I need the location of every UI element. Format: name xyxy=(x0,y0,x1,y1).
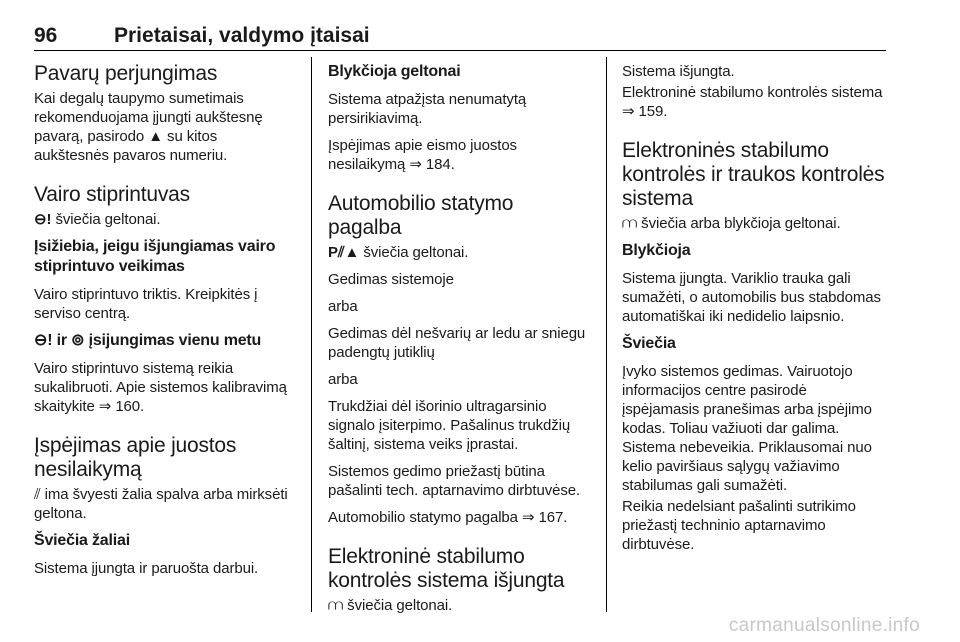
steering-warning-icon: ⊖! xyxy=(34,332,53,349)
traction-icon: ⩋ xyxy=(622,215,638,232)
steering-text2: Vairo stiprintuvo sistemą reikia sukalibruoti. Apie sistemos kalibravimą skaitykite ⇒ 160. xyxy=(34,360,287,415)
gear-text: Kai degalų taupymo sumetimais rekomenduojama įjungti aukštesnę pavarą, pasirodo ▲ su kitos aukštesnės pavaros numeriu. xyxy=(34,90,263,164)
header-rule xyxy=(34,50,886,51)
watermark: carmanualsonline.info xyxy=(728,615,920,636)
steering-sub1: Įsižiebia, jeigu išjungiamas vairo stiprintuvo veikimas xyxy=(34,238,276,275)
blink-sub: Blykčioja xyxy=(622,242,691,259)
off-text: Sistema išjungta. xyxy=(622,63,735,80)
yellow-text1: Sistema atpažįsta nenumatytą persirikiavimą. xyxy=(328,91,527,127)
page-header xyxy=(34,24,886,50)
park-or1: arba xyxy=(328,298,358,315)
esc-off-heading: Elektroninė stabilumo kontrolės sistema išjungta xyxy=(328,545,565,592)
steering-wheel-icon: ⊚ xyxy=(71,332,85,349)
park-p4: Sistemos gedimo priežastį būtina pašalinti tech. aptarnavimo dirbtuvėse. xyxy=(328,463,581,499)
gear-heading: Pavarų perjungimas xyxy=(34,62,218,85)
steering-sub2: ⊖! ir ⊚ įsijungimas vienu metu xyxy=(34,332,262,349)
steering-lit-text: ⊖! šviečia geltonai. xyxy=(34,211,161,228)
arrow-icon: ⇒ xyxy=(409,156,422,173)
park-or2: arba xyxy=(328,371,358,388)
arrow-icon: ⇒ xyxy=(622,103,635,120)
park-ref: Automobilio statymo pagalba ⇒ 167. xyxy=(328,509,568,526)
lane-lines-icon: ⫽ xyxy=(34,486,41,503)
lit-text1: Įvyko sistemos gedimas. Vairuotojo informacijos centre pasirodė įspėjamasis pranešimas arba įspėjimo kodas. Toliau važiuoti dar galima. Sistema nebeveikia. Priklausomai nuo kelio paviršiaus sąlygų važiavimo stabilumas gali sumažėti. xyxy=(622,363,872,494)
arrow-icon: ⇒ xyxy=(98,398,112,415)
esc-off-lit-text: ⩋ šviečia geltonai. xyxy=(328,597,453,614)
esc-heading: Elektroninės stabilumo kontrolės ir traukos kontrolės sistema xyxy=(622,139,885,210)
esc-ref: Elektroninė stabilumo kontrolės sistema ⇒ 159. xyxy=(622,84,883,120)
lane-heading: Įspėjimas apie juostos nesilaikymą xyxy=(34,434,237,481)
steering-warning-icon: ⊖! xyxy=(34,211,52,228)
park-p1: Gedimas sistemoje xyxy=(328,271,454,288)
yellow-text2: Įspėjimas apie eismo juostos nesilaikymą ⇒ 184. xyxy=(328,137,517,173)
park-p3: Trukdžiai dėl išorinio ultragarsinio signalo įsiterpimo. Pašalinus trukdžių šaltinį, sistema veiks įprastai. xyxy=(328,398,571,453)
column-1 xyxy=(34,62,296,586)
lane-text: ⫽ ima švyesti žalia spalva arba mirksėti geltona. xyxy=(34,486,288,522)
steering-text1: Vairo stiprintuvo triktis. Kreipkitės į serviso centrą. xyxy=(34,286,258,322)
column-divider-1 xyxy=(311,57,312,612)
green-text: Sistema įjungta ir paruošta darbui. xyxy=(34,560,259,577)
triangle-icon: ▲ xyxy=(148,128,163,145)
park-assist-icon: P⫽▲ xyxy=(328,244,360,261)
park-heading: Automobilio statymo pagalba xyxy=(328,192,514,239)
steering-heading: Vairo stiprintuvas xyxy=(34,183,190,206)
blink-text: Sistema įjungta. Variklio trauka gali sumažėti, o automobilis bus stabdomas automatiškai iki nedidelio laipsnio. xyxy=(622,270,881,325)
lit-text2: Reikia nedelsiant pašalinti sutrikimo priežastį techninio aptarnavimo dirbtuvėse. xyxy=(622,498,856,553)
column-3 xyxy=(622,62,886,562)
park-p2: Gedimas dėl nešvarių ar ledu ar sniegu padengtų jutiklių xyxy=(328,325,586,361)
lit-sub: Šviečia xyxy=(622,335,676,352)
traction-off-icon: ⩋ xyxy=(328,597,344,614)
column-2 xyxy=(328,62,590,623)
yellow-sub: Blykčioja geltonai xyxy=(328,63,461,80)
page-number: 96 xyxy=(34,24,58,47)
page-title: Prietaisai, valdymo įtaisai xyxy=(114,24,370,47)
arrow-icon: ⇒ xyxy=(522,509,535,526)
park-lit-text: P⫽▲ šviečia geltonai. xyxy=(328,244,469,261)
esc-lit-text: ⩋ šviečia arba blykčioja geltonai. xyxy=(622,215,841,232)
column-divider-2 xyxy=(606,57,607,612)
green-sub: Šviečia žaliai xyxy=(34,532,130,549)
